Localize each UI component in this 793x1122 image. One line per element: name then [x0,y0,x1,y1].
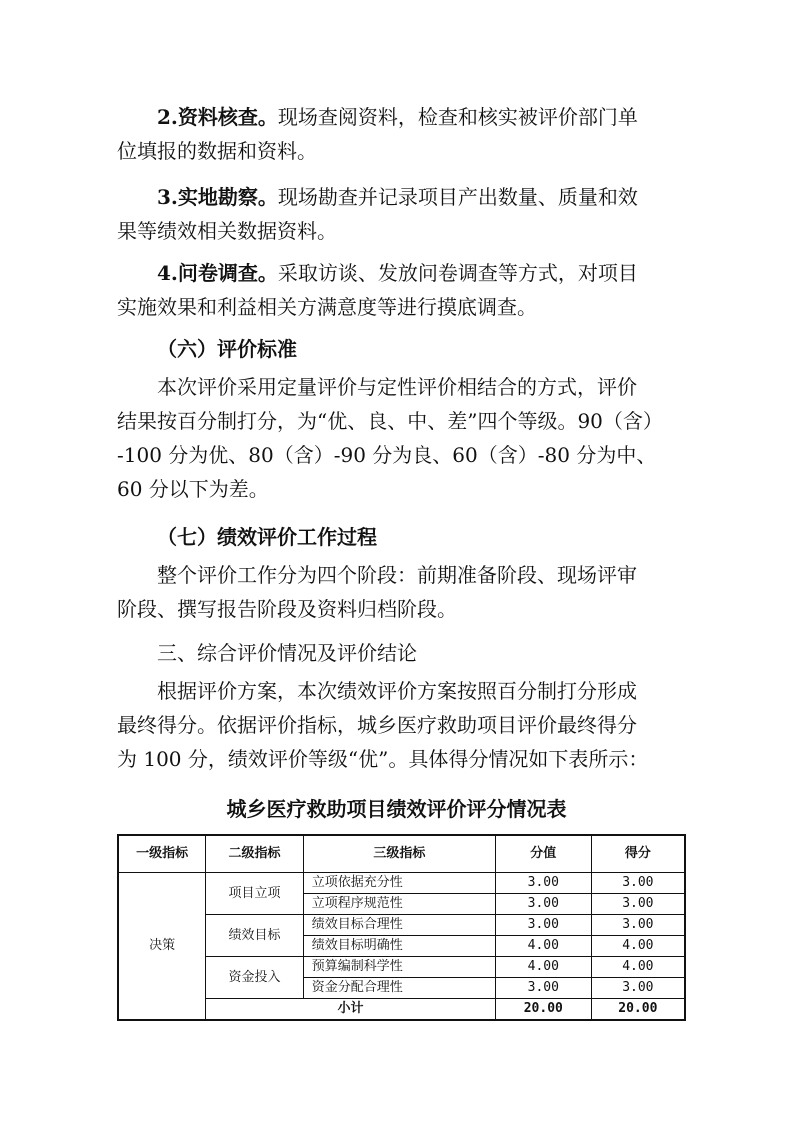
header-level2: 二级指标 [206,835,304,873]
subtotal-score: 20.00 [591,999,685,1021]
item-4-title: 4.问卷调查。 [157,261,278,285]
item-4-text-1: 采取访谈、发放问卷调查等方式，对项目 [277,261,638,285]
level2-cell: 资金投入 [206,957,304,999]
score-cell: 4.00 [591,957,685,978]
item-4-line-1 [117,256,682,290]
conclusion-heading: 三、综合评价情况及评价结论 [157,641,417,665]
item-3-text-2: 果等绩效相关数据资料。 [117,219,337,243]
criteria-line-3: -100 分为优、80（含）-90 分为良、60（含）-80 分为中、 [117,443,657,467]
item-2-text-1: 现场查阅资料，检查和核实被评价部门单 [277,105,638,129]
item-2-paragraph [117,100,682,168]
level3-cell: 资金分配合理性 [303,978,495,999]
score-cell: 3.00 [591,978,685,999]
score-table [117,834,686,1021]
level3-cell: 立项程序规范性 [303,894,495,915]
conclusion-line-1: 根据评价方案，本次绩效评价方案按照百分制打分形成 [157,679,637,703]
level1-cell: 决策 [118,873,206,1021]
process-heading: （七）绩效评价工作过程 [157,525,377,549]
header-score: 得分 [591,835,685,873]
item-3-text-1: 现场勘查并记录项目产出数量、质量和效 [277,185,638,209]
process-line-1: 整个评价工作分为四个阶段：前期准备阶段、现场评审 [157,563,637,587]
weight-cell: 3.00 [495,915,591,936]
conclusion-line-2: 最终得分。依据评价指标，城乡医疗救助项目评价最终得分 [117,713,637,737]
level2-cell: 绩效目标 [206,915,304,957]
weight-cell: 4.00 [495,936,591,957]
weight-cell: 3.00 [495,894,591,915]
conclusion-paragraph [117,674,682,776]
level3-cell: 绩效目标合理性 [303,915,495,936]
weight-cell: 3.00 [495,978,591,999]
item-3-title: 3.实地勘察。 [157,185,278,209]
criteria-line-4: 60 分以下为差。 [117,477,269,501]
criteria-heading: （六）评价标准 [157,337,297,361]
conclusion-line-3: 为 100 分，绩效评价等级“优”。具体得分情况如下表所示： [117,747,649,771]
score-cell: 3.00 [591,894,685,915]
weight-cell: 3.00 [495,873,591,894]
header-level1: 一级指标 [118,835,206,873]
process-paragraph [117,558,682,626]
item-3-paragraph [117,180,682,248]
header-level3: 三级指标 [303,835,495,873]
item-3-line-1 [117,180,682,214]
item-4-text-2: 实施效果和利益相关方满意度等进行摸底调查。 [117,295,537,319]
item-4-paragraph [117,256,682,324]
table-title: 城乡医疗救助项目绩效评价评分情况表 [226,797,567,821]
subtotal-weight: 20.00 [495,999,591,1021]
level3-cell: 立项依据充分性 [303,873,495,894]
item-2-text-2: 位填报的数据和资料。 [117,139,317,163]
item-2-line-1 [117,100,682,134]
criteria-paragraph [117,370,682,506]
table-row [118,873,685,894]
level2-cell: 项目立项 [206,873,304,915]
score-cell: 4.00 [591,936,685,957]
criteria-line-1: 本次评价采用定量评价与定性评价相结合的方式，评价 [157,375,637,399]
level3-cell: 预算编制科学性 [303,957,495,978]
header-weight: 分值 [495,835,591,873]
process-line-2: 阶段、撰写报告阶段及资料归档阶段。 [117,597,457,621]
score-cell: 3.00 [591,915,685,936]
level3-cell: 绩效目标明确性 [303,936,495,957]
criteria-line-2: 结果按百分制打分，为“优、良、中、差”四个等级。90（含） [117,409,663,433]
score-cell: 3.00 [591,873,685,894]
item-2-title: 2.资料核查。 [157,105,278,129]
subtotal-label: 小计 [206,999,496,1021]
weight-cell: 4.00 [495,957,591,978]
table-header-row [118,835,685,873]
